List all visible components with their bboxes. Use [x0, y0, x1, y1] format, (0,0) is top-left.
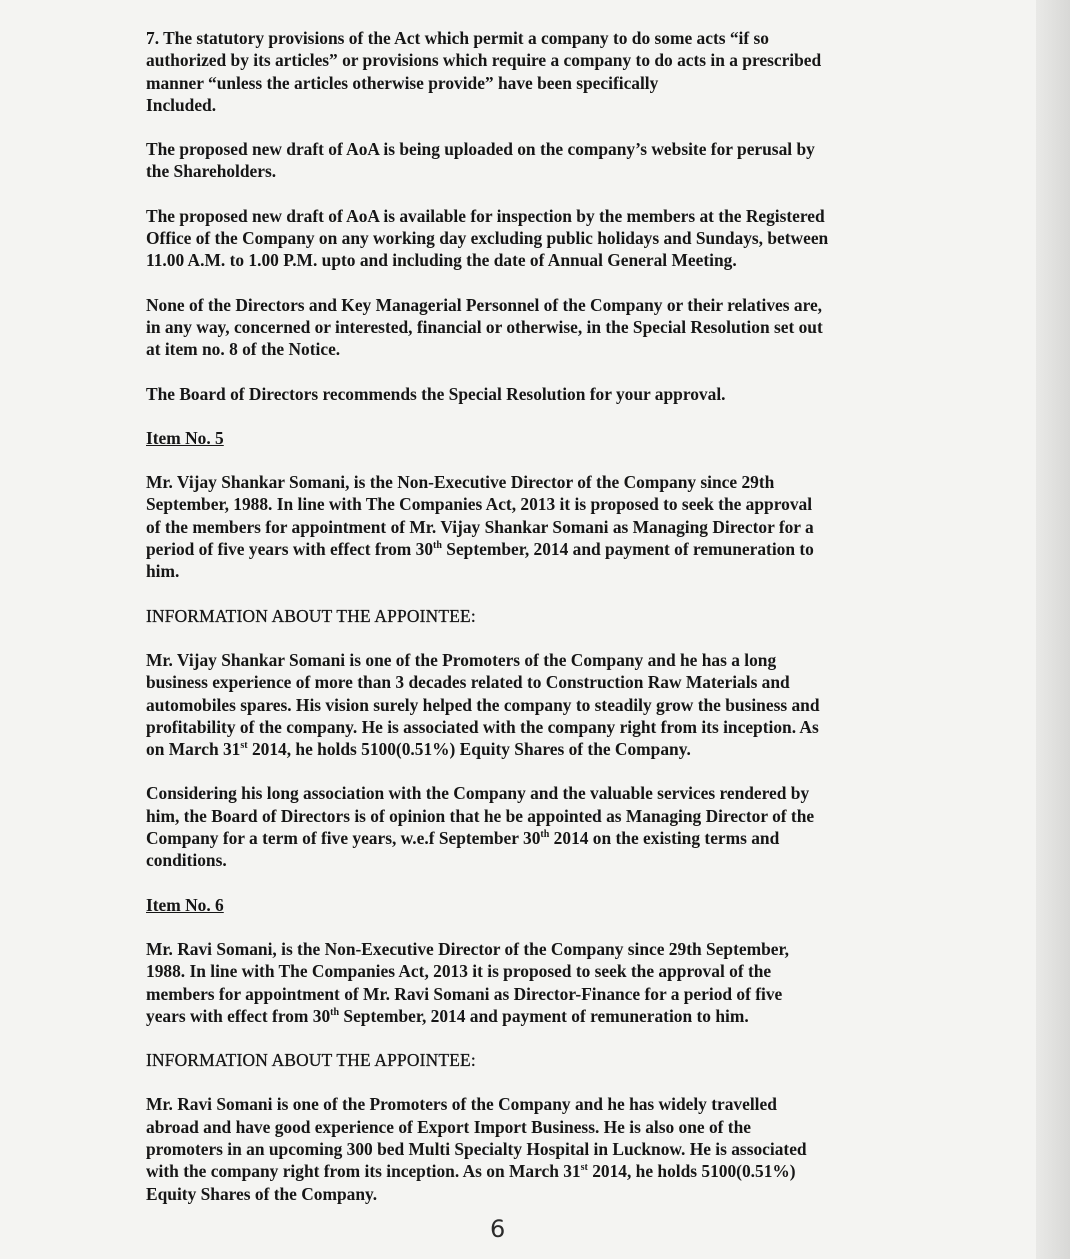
item-6-appointee-heading: INFORMATION ABOUT THE APPOINTEE:	[146, 1050, 476, 1071]
item-6-intro: Mr. Ravi Somani, is the Non-Executive Director of the Company since 29th September, 1988. In line with The Companies Act, 2013 it is proposed to seek the approval of the members for appointment of Mr. Ravi Somani as Director-Finance for a period of five years with effect from 30th September, 2014 and payment of remuneration to him.	[146, 938, 789, 1026]
item-5-considering: Considering his long association with the Company and the valuable services rendered by him, the Board of Directors is of opinion that he be appointed as Managing Director of the Company for a term of five years, w.e.f September 30th 2014 on the existing terms and conditions.	[146, 783, 815, 871]
item-5-appointee-heading: INFORMATION ABOUT THE APPOINTEE:	[146, 605, 476, 626]
page-edge-shadow	[1036, 0, 1070, 1259]
paragraph-website-upload: The proposed new draft of AoA is being uploaded on the company’s website for perusal by the Shareholders.	[146, 139, 815, 182]
paragraph-inspection: The proposed new draft of AoA is available for inspection by the members at the Registered Office of the Company on any working day excluding public holidays and Sundays, between 11.00 A.M. to 1.00 P.M. upto and including the date of Annual General Meeting.	[146, 205, 829, 271]
paragraph-board-recommends: The Board of Directors recommends the Special Resolution for your approval.	[146, 383, 726, 404]
document-body	[146, 27, 906, 1227]
item-5-intro: Mr. Vijay Shankar Somani, is the Non-Executive Director of the Company since 29th September, 1988. In line with The Companies Act, 2013 it is proposed to seek the approval of the members for appointment of Mr. Vijay Shankar Somani as Managing Director for a period of five years with effect from 30th September, 2014 and payment of remuneration to him.	[146, 472, 814, 582]
item-6-appointee-info: Mr. Ravi Somani is one of the Promoters of the Company and he has widely travelled abroad and have good experience of Export Import Business. He is also one of the promoters in an upcoming 300 bed Multi Specialty Hospital in Lucknow. He is associated with the company right from its inception. As on March 31st 2014, he holds 5100(0.51%) Equity Shares of the Company.	[146, 1094, 807, 1204]
paragraph-no-concern: None of the Directors and Key Managerial Personnel of the Company or their relatives are, in any way, concerned or interested, financial or otherwise, in the Special Resolution set out at item no. 8 of the Notice.	[146, 294, 823, 360]
paragraph-statutory-provisions: 7. The statutory provisions of the Act which permit a company to do some acts “if so authorized by its articles” or provisions which require a company to do acts in a prescribed manner “unless the articles otherwise provide” have been specifically Included.	[146, 28, 822, 115]
item-6-heading: Item No. 6	[146, 894, 224, 915]
item-5-appointee-info: Mr. Vijay Shankar Somani is one of the Promoters of the Company and he has a long business experience of more than 3 decades related to Construction Raw Materials and automobiles spares. His vision surely helped the company to steadily grow the business and profitability of the company. He is associated with the company right from its inception. As on March 31st 2014, he holds 5100(0.51%) Equity Shares of the Company.	[146, 649, 820, 760]
item-5-heading: Item No. 5	[146, 427, 224, 448]
page-number: 6	[490, 1215, 506, 1243]
